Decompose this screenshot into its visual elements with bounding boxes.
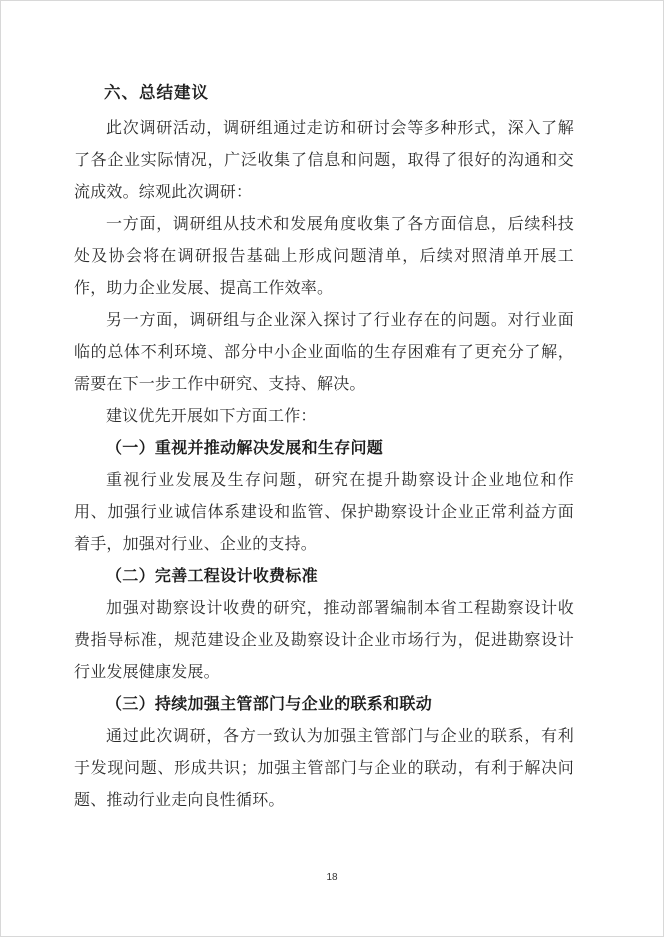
subsection-heading-2: （二）完善工程设计收费标准	[106, 566, 318, 585]
subsection-body-1: 重视行业发展及生存问题，研究在提升勘察设计企业地位和作用、加强行业诚信体系建设和监管、保护勘察设计企业正常利益方面着手，加强对行业、企业的支持。	[74, 470, 574, 553]
paragraph-first-aspect: 一方面，调研组从技术和发展角度收集了各方面信息，后续科技处及协会将在调研报告基础上形成问题清单，后续对照清单开展工作，助力企业发展、提高工作效率。	[74, 214, 574, 297]
subsection-heading-1: （一）重视并推动解决发展和生存问题	[106, 438, 384, 457]
section-title: 六、总结建议	[104, 83, 209, 102]
subsection-body-2: 加强对勘察设计收费的研究，推动部署编制本省工程勘察设计收费指导标准，规范建设企业及勘察设计企业市场行为，促进勘察设计行业发展健康发展。	[74, 598, 574, 681]
paragraph-priority-intro: 建议优先开展如下方面工作：	[106, 406, 317, 425]
subsection-heading-3: （三）持续加强主管部门与企业的联系和联动	[106, 694, 433, 713]
page-number: 18	[326, 872, 338, 883]
paragraph-second-aspect: 另一方面，调研组与企业深入探讨了行业存在的问题。对行业面临的总体不利环境、部分中小企业面临的生存困难有了更充分了解，需要在下一步工作中研究、支持、解决。	[74, 310, 574, 393]
subsection-body-3: 通过此次调研，各方一致认为加强主管部门与企业的联系，有利于发现问题、形成共识；加强主管部门与企业的联动，有利于解决问题、推动行业走向良性循环。	[74, 726, 574, 809]
document-body	[74, 82, 574, 816]
paragraph-survey-summary: 此次调研活动，调研组通过走访和研讨会等多种形式，深入了解了各企业实际情况，广泛收集了信息和问题，取得了很好的沟通和交流成效。综观此次调研：	[74, 118, 574, 201]
